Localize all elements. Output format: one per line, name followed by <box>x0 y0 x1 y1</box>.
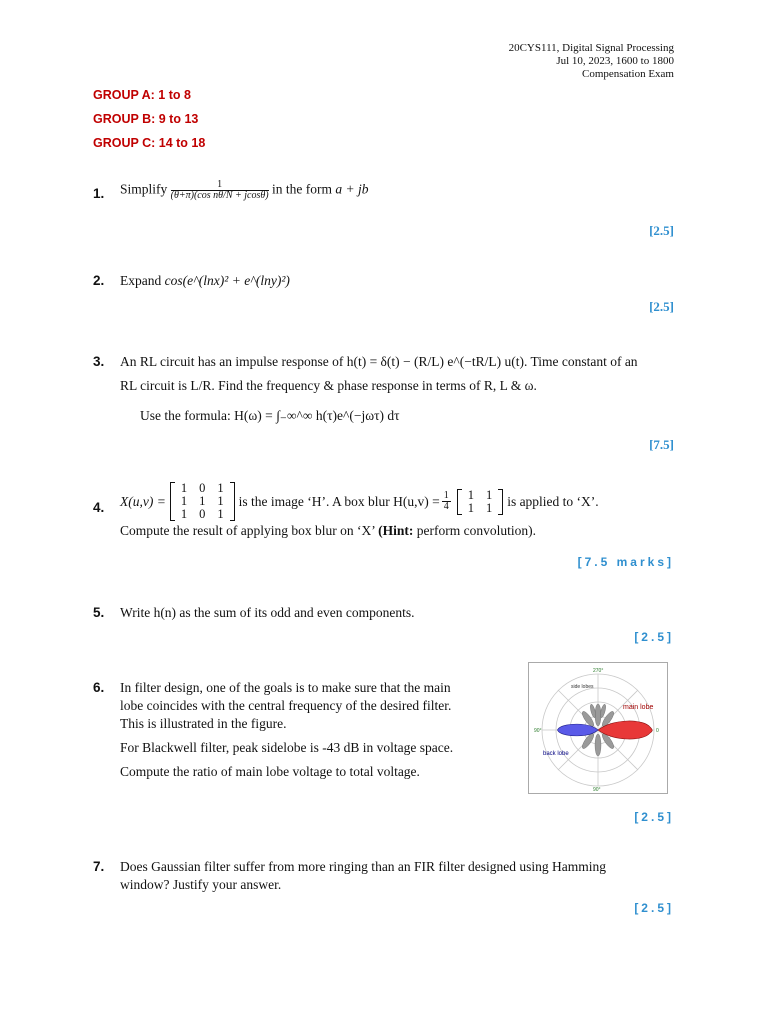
matrix-cell: 1 <box>485 500 493 515</box>
marks: [7.5 marks] <box>577 555 674 569</box>
question-number: 4. <box>93 500 105 515</box>
marks: [7.5] <box>649 437 674 452</box>
side-lobes-label: side lobes <box>571 684 594 690</box>
matrix-cell: 1 <box>217 494 224 508</box>
marks: [2.5] <box>649 223 674 238</box>
course-title: 20CYS111, Digital Signal Processing <box>508 42 674 54</box>
main-lobe-label: main lobe <box>623 704 654 711</box>
question-number: 7. <box>93 859 105 874</box>
matrix-cell: 1 <box>199 494 206 508</box>
question-3-text: An RL circuit has an impulse response of h(t) = δ(t) − (R/L) e^(−tR/L) u(t). Time constant of an RL circuit is L/R. Find the frequency & phase response in terms of R, L & ω. Use the formula: H(ω) = ∫₋∞^∞ h(τ)e^(−jωτ) dτ <box>120 354 638 423</box>
question-6-text: In filter design, one of the goals is to make sure that the main lobe coincides with the central frequency of the desired filter. This is illustrated in the figure. For Blackwell filter, peak sidelobe is -43 dB in voltage space. Compute the ratio of main lobe voltage to total voltage. <box>120 680 454 779</box>
question-number: 2. <box>93 273 105 288</box>
group-b: GROUP B: 9 to 13 <box>93 112 199 126</box>
marks: [2.5] <box>634 810 674 824</box>
exam-type: Compensation Exam <box>582 68 674 80</box>
matrix-cell: 1 <box>180 494 188 508</box>
radiation-pattern-figure <box>528 662 668 794</box>
tick-bottom: 90° <box>593 787 601 793</box>
group-c: GROUP C: 14 to 18 <box>93 136 206 150</box>
question-4-text: X(u,v) = 1 0 1 1 1 1 1 0 1 is the image ‘H’. A box blur H(u,v) = $\frac{1}{4}$ 1 1 1 1 is applied to ‘X’. Compute the result of applying box blur on ‘X’ (Hint: perform convolution). <box>120 481 599 538</box>
question-number: 6. <box>93 680 105 695</box>
matrix-h <box>457 489 504 515</box>
question-7-text: Does Gaussian filter suffer from more ringing than an FIR filter designed using Hamming window? Justify your answer. <box>120 859 607 892</box>
matrix-cell: 0 <box>199 481 206 495</box>
matrix-cell: 1 <box>180 481 188 495</box>
matrix-x <box>170 482 235 521</box>
exam-header <box>509 42 674 81</box>
exam-date: Jul 10, 2023, 1600 to 1800 <box>556 55 674 67</box>
marks: [2.5] <box>649 299 674 314</box>
question-number: 3. <box>93 354 105 369</box>
polar-plot <box>529 663 667 793</box>
tick-left: 90° <box>534 728 542 734</box>
matrix-cell: 0 <box>199 507 206 521</box>
tick-top: 270° <box>593 668 604 674</box>
group-a: GROUP A: 1 to 8 <box>93 88 191 102</box>
question-number: 1. <box>93 186 105 201</box>
matrix-cell: 1 <box>467 487 474 502</box>
matrix-cell: 1 <box>485 487 493 502</box>
marks: [2.5] <box>634 630 674 644</box>
marks: [2.5] <box>634 901 674 915</box>
fraction: $\frac{1}{\text{(θ+π)(cos nθ/N + jcosθ)}}$ <box>170 179 269 201</box>
question-2-text: Expand cos(e^(lnx)² + e^(lny)²) <box>120 273 290 288</box>
tick-right: 0 <box>656 728 659 734</box>
scale-fraction: $\frac{1}{4}$ <box>443 490 449 512</box>
back-lobe-label: back lobe <box>543 751 569 757</box>
matrix-cell: 1 <box>217 481 224 495</box>
matrix-cell: 1 <box>180 507 188 521</box>
question-5-text: Write h(n) as the sum of its odd and even components. <box>120 605 415 620</box>
question-1-text: Simplify $\frac{1}{\text{(θ+π)(cos nθ/N + jcosθ)}}$ in the form a + jb <box>120 179 369 201</box>
question-number: 5. <box>93 605 105 620</box>
matrix-cell: 1 <box>467 500 474 515</box>
matrix-cell: 1 <box>217 507 224 521</box>
